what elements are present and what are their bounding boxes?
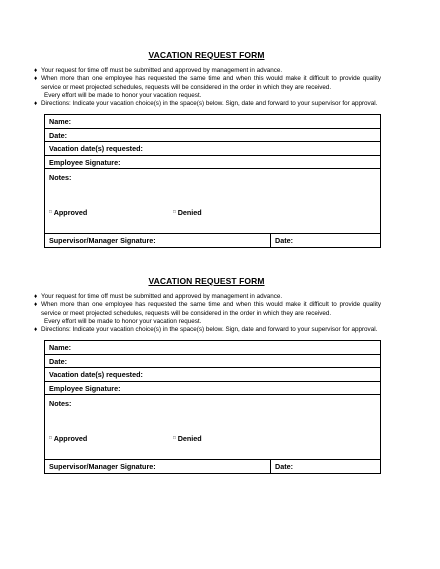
approved-option[interactable]: □ Approved <box>49 208 88 218</box>
date-field[interactable]: Date: <box>45 128 381 142</box>
request-table <box>44 340 381 474</box>
instructions-list <box>32 293 381 334</box>
employee-signature-field[interactable]: Employee Signature: <box>45 155 381 169</box>
denied-option[interactable]: □ Denied <box>173 434 202 444</box>
checkbox-icon[interactable]: □ <box>49 435 52 441</box>
form-title: VACATION REQUEST FORM <box>148 276 265 286</box>
bullet-icon: ♦ <box>34 75 38 83</box>
bullet-icon: ♦ <box>34 67 38 74</box>
bullet-icon: ♦ <box>34 301 38 309</box>
vacation-form-2 <box>32 276 381 474</box>
supervisor-signature-field[interactable]: Supervisor/Manager Signature: <box>45 460 271 474</box>
instruction-item: ♦ Directions: Indicate your vacation choice(s) in the space(s) below. Sign, date and forward to your supervisor for approval. <box>34 326 378 334</box>
instruction-item: ♦ Your request for time off must be submitted and approved by management in advance. <box>34 293 283 300</box>
supervisor-date-field[interactable]: Date: <box>271 234 381 248</box>
instruction-item: ♦ When more than one employee has requested the same time and when this would make it difficult to provide quality service or meet projected schedules, requests will be considered in the order in which they are received. Every effort will be made to honor your vacation request. <box>34 75 381 99</box>
supervisor-date-field[interactable]: Date: <box>271 460 381 474</box>
name-field[interactable]: Name: <box>45 115 381 129</box>
checkbox-icon[interactable]: □ <box>173 435 176 441</box>
request-table <box>44 114 381 248</box>
checkbox-icon[interactable]: □ <box>49 209 52 215</box>
notes-label: Notes: <box>49 399 72 409</box>
bullet-icon: ♦ <box>34 326 38 334</box>
checkbox-icon[interactable]: □ <box>173 209 176 215</box>
instruction-item: ♦ When more than one employee has requested the same time and when this would make it difficult to provide quality service or meet projected schedules, requests will be considered in the order in which they are received. Every effort will be made to honor your vacation request. <box>34 301 381 325</box>
instruction-item: ♦ Your request for time off must be submitted and approved by management in advance. <box>34 67 283 74</box>
date-field[interactable]: Date: <box>45 354 381 368</box>
notes-label: Notes: <box>49 173 72 183</box>
instruction-item: ♦ Directions: Indicate your vacation choice(s) in the space(s) below. Sign, date and forward to your supervisor for approval. <box>34 100 378 108</box>
vacation-dates-field[interactable]: Vacation date(s) requested: <box>45 368 381 382</box>
employee-signature-field[interactable]: Employee Signature: <box>45 381 381 395</box>
approved-option[interactable]: □ Approved <box>49 434 88 444</box>
instructions-list <box>32 67 381 108</box>
denied-option[interactable]: □ Denied <box>173 208 202 218</box>
bullet-icon: ♦ <box>34 293 38 300</box>
name-field[interactable]: Name: <box>45 341 381 355</box>
form-title: VACATION REQUEST FORM <box>148 50 265 60</box>
vacation-dates-field[interactable]: Vacation date(s) requested: <box>45 142 381 156</box>
supervisor-signature-field[interactable]: Supervisor/Manager Signature: <box>45 234 271 248</box>
notes-field[interactable] <box>45 169 381 234</box>
vacation-form-1 <box>32 50 381 248</box>
notes-field[interactable] <box>45 395 381 460</box>
bullet-icon: ♦ <box>34 100 38 108</box>
